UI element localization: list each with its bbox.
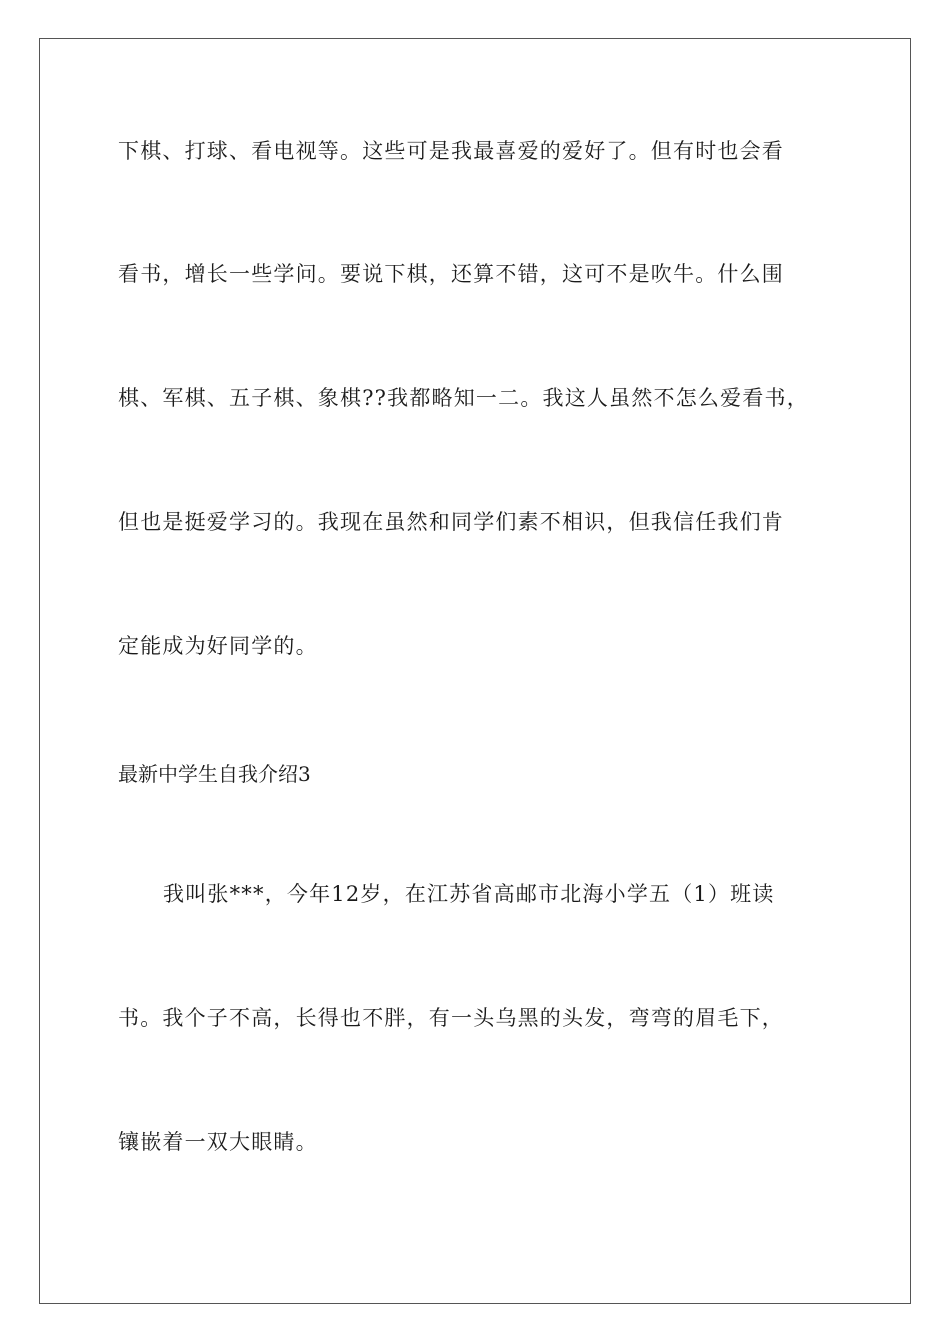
- text-line: 我叫张***，今年12岁，在江苏省高邮市北海小学五（1）班读: [163, 882, 775, 906]
- section-heading: 最新中学生自我介绍3: [118, 762, 311, 786]
- text-line: 书。我个子不高，长得也不胖，有一头乌黑的头发，弯弯的眉毛下，: [118, 1006, 784, 1030]
- text-line: 定能成为好同学的。: [118, 634, 318, 658]
- text-line: 下棋、打球、看电视等。这些可是我最喜爱的爱好了。但有时也会看: [118, 139, 784, 163]
- text-line: 但也是挺爱学习的。我现在虽然和同学们素不相识，但我信任我们肯: [118, 510, 784, 534]
- text-line: 棋、军棋、五子棋、象棋??我都略知一二。我这人虽然不怎么爱看书，: [118, 386, 809, 410]
- text-line: 看书，增长一些学问。要说下棋，还算不错，这可不是吹牛。什么围: [118, 262, 784, 286]
- page-border: [39, 38, 911, 1304]
- text-line: 镶嵌着一双大眼睛。: [118, 1130, 318, 1154]
